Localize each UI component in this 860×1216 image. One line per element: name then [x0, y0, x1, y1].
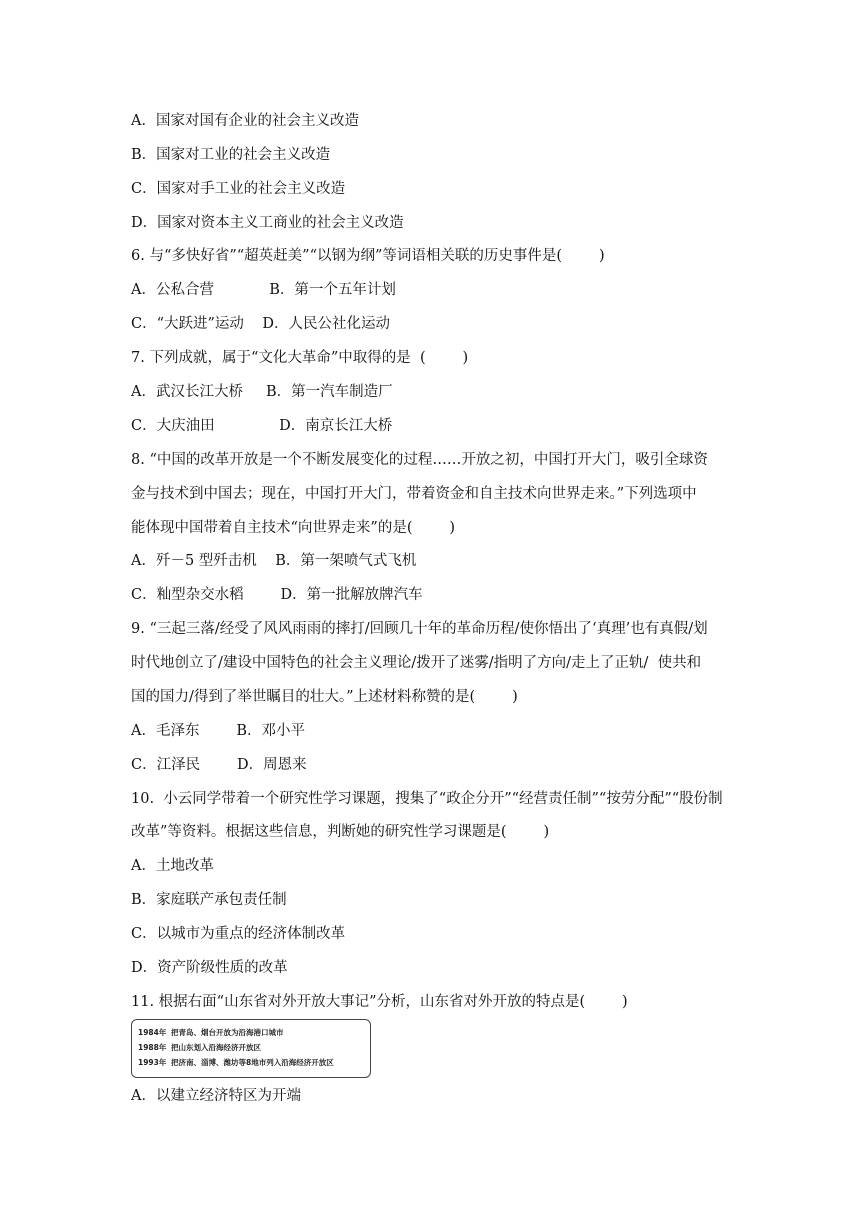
q7-options-cd: C．大庆油田 D．南京长江大桥 [131, 418, 393, 434]
timeline-event: 把山东划入沿海经济开放区 [171, 1043, 261, 1052]
q9-options-ab: A．毛泽东 B．邓小平 [131, 723, 305, 739]
q10-option-b: B．家庭联产承包责任制 [131, 892, 287, 908]
q6-options-ab: A．公私合营 B．第一个五年计划 [131, 282, 396, 298]
q5-option-a: A．国家对国有企业的社会主义改造 [131, 113, 359, 129]
timeline-event: 把青岛、烟台开放为沿海港口城市 [171, 1028, 284, 1037]
q6-stem: 6. 与“多快好省”“超英赶美”“以钢为纲”等词语相关联的历史事件是( ) [131, 248, 605, 264]
q8-stem-line1: 8. “中国的改革开放是一个不断发展变化的过程……开放之初，中国打开大门，吸引全球资 [131, 452, 708, 468]
q5-option-b: B．国家对工业的社会主义改造 [131, 147, 331, 163]
timeline-event: 把济南、淄博、潍坊等8地市列入沿海经济开放区 [171, 1058, 334, 1067]
q10-option-a: A．土地改革 [131, 858, 214, 874]
q11-stem: 11. 根据右面“山东省对外开放大事记”分析，山东省对外开放的特点是( ) [131, 994, 628, 1010]
q9-stem-line2: 时代地创立了/建设中国特色的社会主义理论/拨开了迷雾/指明了方向/走上了正轨/ 使共和 [131, 655, 702, 671]
q9-stem-line1: 9. “三起三落/经受了风风雨雨的摔打/回顾几十年的革命历程/使你悟出了‘真理’也有真假/划 [131, 621, 708, 637]
q5-option-d: D．国家对资本主义工商业的社会主义改造 [131, 215, 404, 231]
timeline-year: 1988年 [138, 1043, 167, 1052]
q9-stem-line3: 国的国力/得到了举世瞩目的壮大。”上述材料称赞的是( ) [131, 689, 518, 705]
timeline-row [138, 1025, 370, 1040]
q8-options-cd: C．籼型杂交水稻 D．第一批解放牌汽车 [131, 587, 423, 603]
q6-options-cd: C．“大跃进”运动 D．人民公社化运动 [131, 316, 390, 332]
q8-stem-line2: 金与技术到中国去；现在，中国打开大门，带着资金和自主技术向世界走来。”下列选项中 [131, 486, 697, 502]
timeline-year: 1984年 [138, 1028, 167, 1037]
q7-stem: 7. 下列成就，属于“文化大革命”中取得的是 ( ) [131, 350, 469, 366]
timeline-row [138, 1040, 370, 1055]
q8-stem-line3: 能体现中国带着自主技术“向世界走来”的是( ) [131, 520, 456, 536]
q9-options-cd: C．江泽民 D．周恩来 [131, 757, 307, 773]
shandong-timeline-box [131, 1019, 371, 1078]
timeline-year: 1993年 [138, 1058, 167, 1067]
q10-stem-line2: 改革”等资料。根据这些信息，判断她的研究性学习课题是( ) [131, 824, 550, 840]
q5-option-c: C．国家对手工业的社会主义改造 [131, 181, 346, 197]
q10-option-c: C．以城市为重点的经济体制改革 [131, 926, 346, 942]
q10-option-d: D．资产阶级性质的改革 [131, 960, 288, 976]
q8-options-ab: A．歼－5 型歼击机 B．第一架喷气式飞机 [131, 553, 417, 569]
q10-stem-line1: 10. 小云同学带着一个研究性学习课题，搜集了“政企分开”“经营责任制”“按劳分配”“股份制 [131, 791, 723, 807]
q11-option-a: A．以建立经济特区为开端 [131, 1088, 301, 1104]
timeline-row [138, 1055, 370, 1070]
q7-options-ab: A．武汉长江大桥 B．第一汽车制造厂 [131, 384, 393, 400]
